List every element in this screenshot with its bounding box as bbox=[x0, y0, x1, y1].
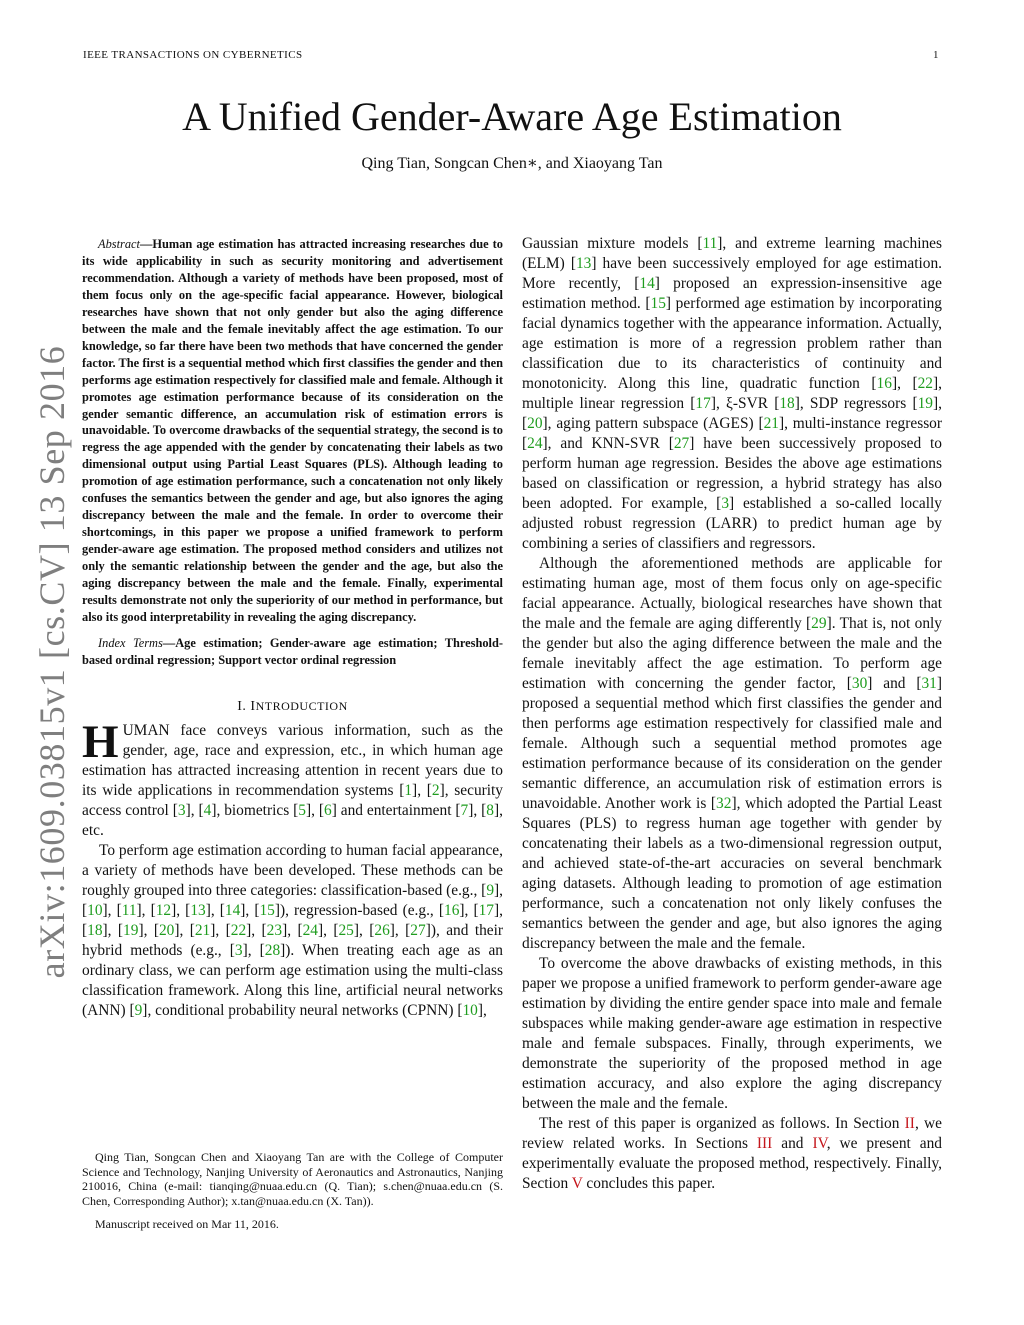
citation-link[interactable]: 1 bbox=[404, 781, 413, 799]
citation-link[interactable]: 4 bbox=[203, 801, 212, 819]
citation-link[interactable]: 13 bbox=[190, 901, 206, 919]
citation-link[interactable]: 15 bbox=[650, 295, 666, 312]
citation-link[interactable]: 2 bbox=[431, 781, 440, 799]
citation-link[interactable]: 30 bbox=[851, 675, 868, 692]
right-paragraph-2: Although the aforementioned methods are applicable for estimating human age, most of them focus only on age-specific facial appearance. Actually, biological researches have shown that the male and the female are aging differently [29]. That is, not only the gender but also the aging difference between the male and the female inevitably affect the age estimation. To perform age estimation with concerning the gender factor, [30] and [31] proposed a sequential method which first classifies the gender and then performs age estimation respectively for classified male and female. Although such a sequential method promotes age estimation performance because of its consideration on the gender semantic difference, an accumulation risk of estimation errors is unavoidable. Another work is [32], which adopted the Partial Least Squares (PLS) to regress human age together with gender by concatenating their labels as a two-dimensional regression output, and achieved state-of-the-art accuracies on several benchmark aging datasets. Although leading to promotion of age estimation performance, such a concatenation not only likely confuses the semantics between the gender and age, but also ignores the aging discrepancy between the male and the female. bbox=[522, 555, 943, 952]
citation-link[interactable]: 21 bbox=[763, 415, 779, 432]
citation-link[interactable]: 28 bbox=[264, 941, 281, 959]
abstract-label: Abstract bbox=[98, 237, 140, 251]
section-heading-introduction: I. INTRODUCTION bbox=[237, 698, 348, 714]
citation-link[interactable]: 27 bbox=[410, 921, 426, 939]
citation-link[interactable]: 13 bbox=[575, 255, 592, 272]
citation-link[interactable]: 3 bbox=[177, 801, 186, 819]
citation-link[interactable]: 12 bbox=[155, 901, 172, 919]
citation-link[interactable]: 18 bbox=[779, 395, 795, 412]
citation-link[interactable]: 27 bbox=[673, 435, 690, 452]
author-list: Qing Tian, Songcan Chen∗, and Xiaoyang Tan bbox=[361, 155, 663, 172]
right-paragraph-4: The rest of this paper is organized as follows. In Section II, we review related works. In Sections III and IV, we present and experimentally evaluate the proposed method, respectively. Finally, Section V concludes this paper. bbox=[522, 1115, 942, 1192]
citation-link[interactable]: 19 bbox=[123, 921, 139, 939]
index-terms: Index Terms—Age estimation; Gender-aware age estimation; Threshold-based ordinal regression; Support vector ordinal regression bbox=[82, 635, 503, 667]
citation-link[interactable]: 3 bbox=[234, 941, 243, 959]
citation-link[interactable]: 29 bbox=[811, 615, 827, 632]
citation-link[interactable]: 3 bbox=[721, 495, 730, 512]
citation-link[interactable]: 32 bbox=[716, 795, 732, 812]
citation-link[interactable]: 22 bbox=[230, 921, 247, 939]
left-column bbox=[82, 236, 503, 1021]
citation-link[interactable]: 10 bbox=[87, 901, 103, 919]
citation-link[interactable]: 22 bbox=[917, 375, 933, 392]
citation-link[interactable]: 19 bbox=[917, 395, 933, 412]
index-terms-label: Index Terms bbox=[98, 635, 163, 650]
citation-link[interactable]: 11 bbox=[702, 235, 718, 252]
citation-link[interactable]: 24 bbox=[527, 435, 543, 452]
right-column bbox=[522, 234, 942, 1194]
right-paragraph-1: Gaussian mixture models [11], and extreme learning machines (ELM) [13] have been successively employed for age estimation. More recently, [14] proposed an expression-insensitive age estimation method. [15] performed age estimation by incorporating facial dynamics together with the appearance information. Actually, age estimation is more of a regression problem rather than classification due to its characteristics of continuity and monotonicity. Along this line, quadratic function [16], [22], multiple linear regression [17], ξ-SVR [18], SDP regressors [19], [20], aging pattern subspace (AGES) [21], multi-instance regressor [24], and KNN-SVR [27] have been successively proposed to perform human age regression. Besides the above age estimations based on classification or regression, a hybrid strategy has also been adopted. For example, [3] established a so-called locally adjusted robust regression (LARR) to predict human age by combining a series of classifiers and regressors. bbox=[522, 235, 943, 552]
abstract-text: Human age estimation has attracted increasing researches due to its wide applicability in such as security monitoring and advertisement recommendation. Although a variety of methods have been proposed, most of them focus only on the age-specific facial appearance. However, biological researches have shown that not only gender but also the aging difference between the male and the female inevitably affect the age estimation. To our knowledge, so far there have been two methods that have concerned the gender factor. The first is a sequential method which first classifies the gender and then performs age estimation respectively for classified male and female. Although it promotes age estimation performance because of its consideration on the gender semantic difference, an accumulation risk of estimation errors is unavoidable. To overcome drawbacks of the sequential strategy, the second is to regress the age appended with the gender by concatenating their labels as two dimensional output using Partial Least Squares (PLS). Although leading to promotion of age estimation performance, such a concatenation not only likely confuses the semantics between the gender and age, but also ignores the aging discrepancy between the male and the female. In order to overcome their shortcomings, in this paper we propose a unified framework to perform gender-aware age estimation. The proposed method considers and utilizes not only the semantic relationship between the gender and the age, but also the aging discrepancy between the male and the female. Finally, experimental results demonstrate not only the superiority of our method in performance, but also its good interpretability in revealing the aging discrepancy. bbox=[82, 237, 503, 624]
citation-link[interactable]: 9 bbox=[486, 881, 495, 899]
page-number: 1 bbox=[933, 49, 939, 61]
abstract: Abstract—Human age estimation has attracted increasing researches due to its wide applicability in such as security monitoring and advertisement recommendation. Although a variety of methods have been proposed, most of them focus only on the age-specific facial appearance. However, biological researches have shown that not only gender but also the aging difference between the male and the female inevitably affect the age estimation. To our knowledge, so far there have been two methods that have concerned the gender factor. The first is a sequential method which first classifies the gender and then performs age estimation respectively for classified male and female. Although it promotes age estimation performance because of its consideration on the gender semantic difference, an accumulation risk of estimation errors is unavoidable. To overcome drawbacks of the sequential strategy, the second is to regress the age appended with the gender by concatenating their labels as two dimensional output using Partial Least Squares (PLS). Although leading to promotion of age estimation performance, such a concatenation not only likely confuses the semantics between the gender and age, but also ignores the aging discrepancy between the male and the female. In order to overcome their shortcomings, in this paper we propose a unified framework to perform gender-aware age estimation. The proposed method considers and utilizes not only the semantic relationship between the gender and the age, but also the aging discrepancy between the male and the female. Finally, experimental results demonstrate not only the superiority of our method in performance, but also its good interpretability in revealing the aging discrepancy. bbox=[82, 237, 503, 624]
section-link[interactable]: III bbox=[756, 1135, 773, 1152]
citation-link[interactable]: 20 bbox=[527, 415, 543, 432]
running-header: IEEE TRANSACTIONS ON CYBERNETICS bbox=[83, 49, 303, 61]
citation-link[interactable]: 6 bbox=[323, 801, 332, 819]
citation-link[interactable]: 11 bbox=[121, 901, 137, 919]
citation-link[interactable]: 25 bbox=[338, 921, 354, 939]
citation-link[interactable]: 18 bbox=[87, 921, 103, 939]
citation-link[interactable]: 17 bbox=[478, 901, 494, 919]
citation-link[interactable]: 17 bbox=[695, 395, 711, 412]
citation-link[interactable]: 9 bbox=[134, 1001, 143, 1019]
citation-link[interactable]: 20 bbox=[158, 921, 175, 939]
citation-link[interactable]: 24 bbox=[302, 921, 318, 939]
citation-link[interactable]: 21 bbox=[194, 921, 211, 939]
citation-link[interactable]: 7 bbox=[460, 801, 469, 819]
section-link[interactable]: IV bbox=[812, 1135, 827, 1152]
right-paragraph-3: To overcome the above drawbacks of existing methods, in this paper we propose a unified framework to perform gender-aware age estimation by dividing the entire gender space into male and female subspaces while making gender-aware age estimation in respective male and female subspaces. Finally, through experiments, we demonstrate the superiority of the proposed method in age estimation accuracy, and also explore the aging discrepancy between the male and the female. bbox=[522, 955, 942, 1112]
citation-link[interactable]: 14 bbox=[224, 901, 241, 919]
arxiv-identifier[interactable]: arXiv:1609.03815v1 [cs.CV] 13 Sep 2016 bbox=[32, 345, 72, 979]
footnote-received: Manuscript received on Mar 11, 2016. bbox=[95, 1217, 279, 1232]
index-terms-text: Age estimation; Gender-aware age estimation; Threshold-based ordinal regression; Support vector ordinal regression bbox=[82, 635, 503, 667]
citation-link[interactable]: 15 bbox=[259, 901, 275, 919]
intro-paragraph-1: HUMAN face conveys various information, such as the gender, age, race and expression, etc., in which human age estimation has attracted increasing attention in recent years due to its wide applications in recommendation systems [1], [2], security access control [3], [4], biometrics [5], [6] and entertainment [7], [8], etc. bbox=[82, 715, 504, 839]
citation-link[interactable]: 16 bbox=[444, 901, 460, 919]
section-link[interactable]: II bbox=[904, 1115, 915, 1132]
intro-paragraph-2: To perform age estimation according to human facial appearance, a variety of methods have been developed. These methods can be roughly grouped into three categories: classification-based (e.g., [9], [10], [11], [12], [13], [14], [15]), regression-based (e.g., [16], [17], [18], [19], [20], [21], [22], [23], [24], [25], [26], [27]), and their hybrid methods (e.g., [3], [28]). When treating each age as an ordinary class, we can perform age estimation using the multi-class classification framework. Along this line, artificial neural networks (ANN) [9], conditional probability neural networks (CPNN) [10], bbox=[82, 841, 504, 1019]
citation-link[interactable]: 14 bbox=[639, 275, 655, 292]
citation-link[interactable]: 31 bbox=[921, 675, 937, 692]
section-link[interactable]: V bbox=[571, 1175, 583, 1192]
citation-link[interactable]: 26 bbox=[374, 921, 390, 939]
citation-link[interactable]: 10 bbox=[462, 1001, 478, 1019]
drop-cap: H bbox=[82, 715, 119, 768]
footnote bbox=[82, 1150, 503, 1232]
citation-link[interactable]: 16 bbox=[876, 375, 892, 392]
citation-link[interactable]: 8 bbox=[486, 801, 494, 819]
footnote-affiliation: Qing Tian, Songcan Chen and Xiaoyang Tan are with the College of Computer Science and Technology, Nanjing University of Aeronautics and Astronautics, Nanjing 210016, China (e-mail: tianqing@nuaa.edu.cn (Q. Tian); s.chen@nuaa.edu.cn (S. Chen, Corresponding Author); x.tan@nuaa.edu.cn (X. Tan)). bbox=[82, 1150, 503, 1208]
citation-link[interactable]: 23 bbox=[266, 921, 283, 939]
paper-title: A Unified Gender-Aware Age Estimation bbox=[182, 94, 842, 139]
citation-link[interactable]: 5 bbox=[298, 801, 306, 819]
